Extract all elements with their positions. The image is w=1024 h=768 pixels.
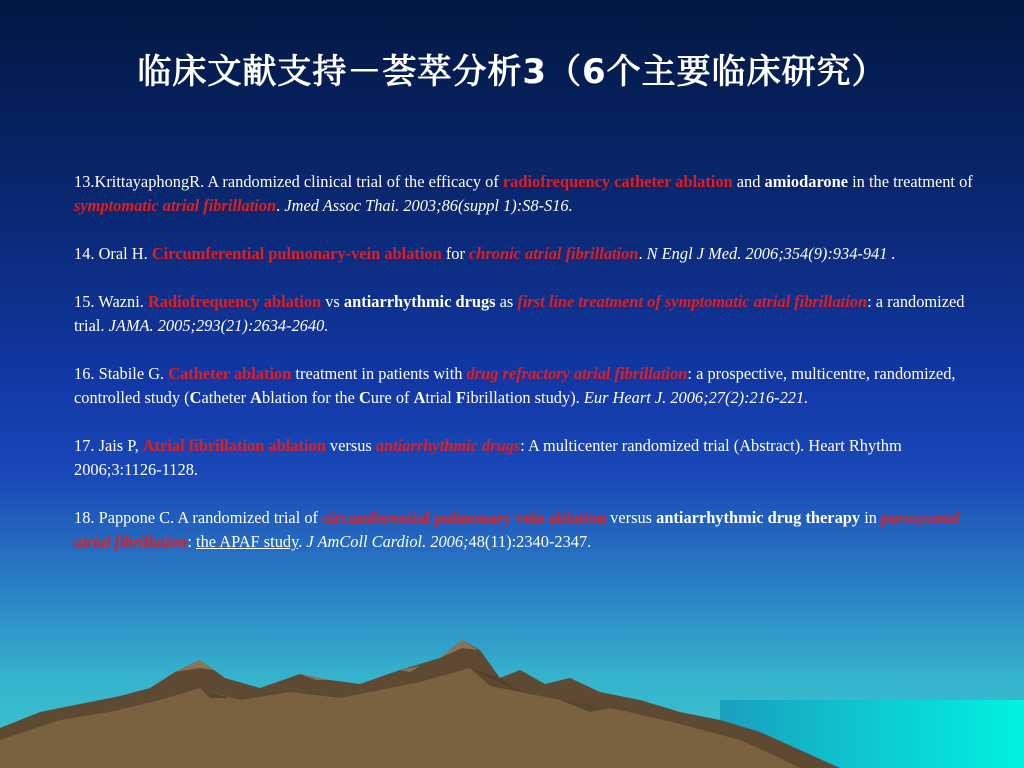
ref-14-for: for	[441, 244, 470, 263]
ref-14-author: 14. Oral H.	[74, 244, 152, 263]
ref-17-citation: : A multicenter randomized trial (Abstract). Heart Rhythm 2006;3:1126-1128.	[74, 436, 902, 479]
ref-14-highlight-procedure: Circumferential pulmonary-vein ablation	[151, 244, 442, 263]
ref-16-cure: ure of	[370, 388, 414, 407]
reference-13	[74, 170, 974, 218]
ref-18-author: 18. Pappone C. A randomized trial of	[74, 508, 323, 527]
ref-15-drug: antiarrhythmic drugs	[343, 292, 496, 311]
ref-13-citation: Jmed Assoc Thai. 2003;86(suppl 1):S8-S16.	[284, 196, 573, 215]
ref-16-acronym-a1: A	[250, 388, 262, 407]
ref-16-study-desc: : a prospective, multicentre, randomized, controlled study (	[74, 364, 956, 407]
ref-18-in: in	[860, 508, 882, 527]
ref-15-author: 15. Wazni.	[74, 292, 148, 311]
ref-15-highlight-procedure: Radiofrequency ablation	[147, 292, 322, 311]
reference-16	[74, 362, 974, 410]
ref-18-drug: antiarrhythmic drug therapy	[656, 508, 861, 527]
ref-13-highlight-condition: symptomatic atrial fibrillation	[74, 196, 277, 215]
ref-16-acronym-a2: A	[413, 388, 426, 407]
ref-16-atrial: trial	[425, 388, 456, 407]
ref-15-vs: vs	[321, 292, 344, 311]
ref-15-trial: : a randomized trial.	[74, 292, 965, 335]
ref-16-acronym-c2: C	[358, 388, 371, 407]
ref-18-highlight-procedure: circumferential pulmonary vein ablation	[322, 508, 607, 527]
ref-18-volume: 48(11):2340-2347.	[468, 532, 592, 551]
ref-16-acronym-f: F	[455, 388, 466, 407]
ref-16-treatment: treatment in patients with	[291, 364, 467, 383]
ref-18-highlight-condition: paroxysmal atrial fibrillation	[74, 508, 960, 551]
reference-14	[74, 242, 974, 266]
ref-16-author: 16. Stabile G.	[74, 364, 169, 383]
ref-18-period: .	[298, 532, 307, 551]
ref-14-period: .	[638, 244, 647, 263]
reference-18	[74, 506, 974, 554]
ref-16-acronym-c1: C	[189, 388, 202, 407]
ref-13-and: and	[732, 172, 765, 191]
ref-15-highlight-condition: first line treatment of symptomatic atrial fibrillation	[517, 292, 868, 311]
ref-13-period: .	[276, 196, 285, 215]
ref-16-ablation: blation for the	[262, 388, 359, 407]
ref-16-highlight-condition: drug refractory atrial fibrillation	[466, 364, 688, 383]
ref-18-colon: :	[187, 532, 197, 551]
ref-16-fibrillation: ibrillation study).	[465, 388, 584, 407]
ref-13-drug: amiodarone	[764, 172, 849, 191]
ref-17-versus: versus	[325, 436, 376, 455]
ref-16-catheter: atheter	[201, 388, 251, 407]
ref-18-study-name: the APAF study	[196, 532, 299, 551]
ref-15-citation: JAMA. 2005;293(21):2634-2640.	[108, 316, 329, 335]
reference-17	[74, 434, 974, 482]
mountain-landscape-illustration	[0, 600, 1024, 768]
ref-18-versus: versus	[606, 508, 657, 527]
ref-14-highlight-condition: chronic atrial fibrillation	[469, 244, 639, 263]
ref-13-highlight-procedure: radiofrequency catheter ablation	[502, 172, 733, 191]
ref-17-highlight-procedure: Atrial fibrillation ablation	[142, 436, 326, 455]
reference-list	[74, 170, 974, 578]
ref-16-highlight-procedure: Catheter ablation	[168, 364, 292, 383]
ref-13-treatment: in the treatment of	[848, 172, 973, 191]
ref-18-journal: J AmColl Cardiol. 2006;	[306, 532, 469, 551]
ref-17-highlight-drugs: antiarrhythmic drugs	[375, 436, 521, 455]
ref-14-citation: N Engl J Med. 2006;354(9):934-941 .	[646, 244, 896, 263]
ref-13-author-intro: 13.KrittayaphongR. A randomized clinical trial of the efficacy of	[74, 172, 503, 191]
reference-15	[74, 290, 974, 338]
ref-15-as: as	[495, 292, 518, 311]
ref-17-author: 17. Jais P,	[74, 436, 143, 455]
ref-16-citation: Eur Heart J. 2006;27(2):216-221.	[583, 388, 809, 407]
slide-title: 临床文献支持－荟萃分析3（6个主要临床研究）	[137, 52, 887, 92]
